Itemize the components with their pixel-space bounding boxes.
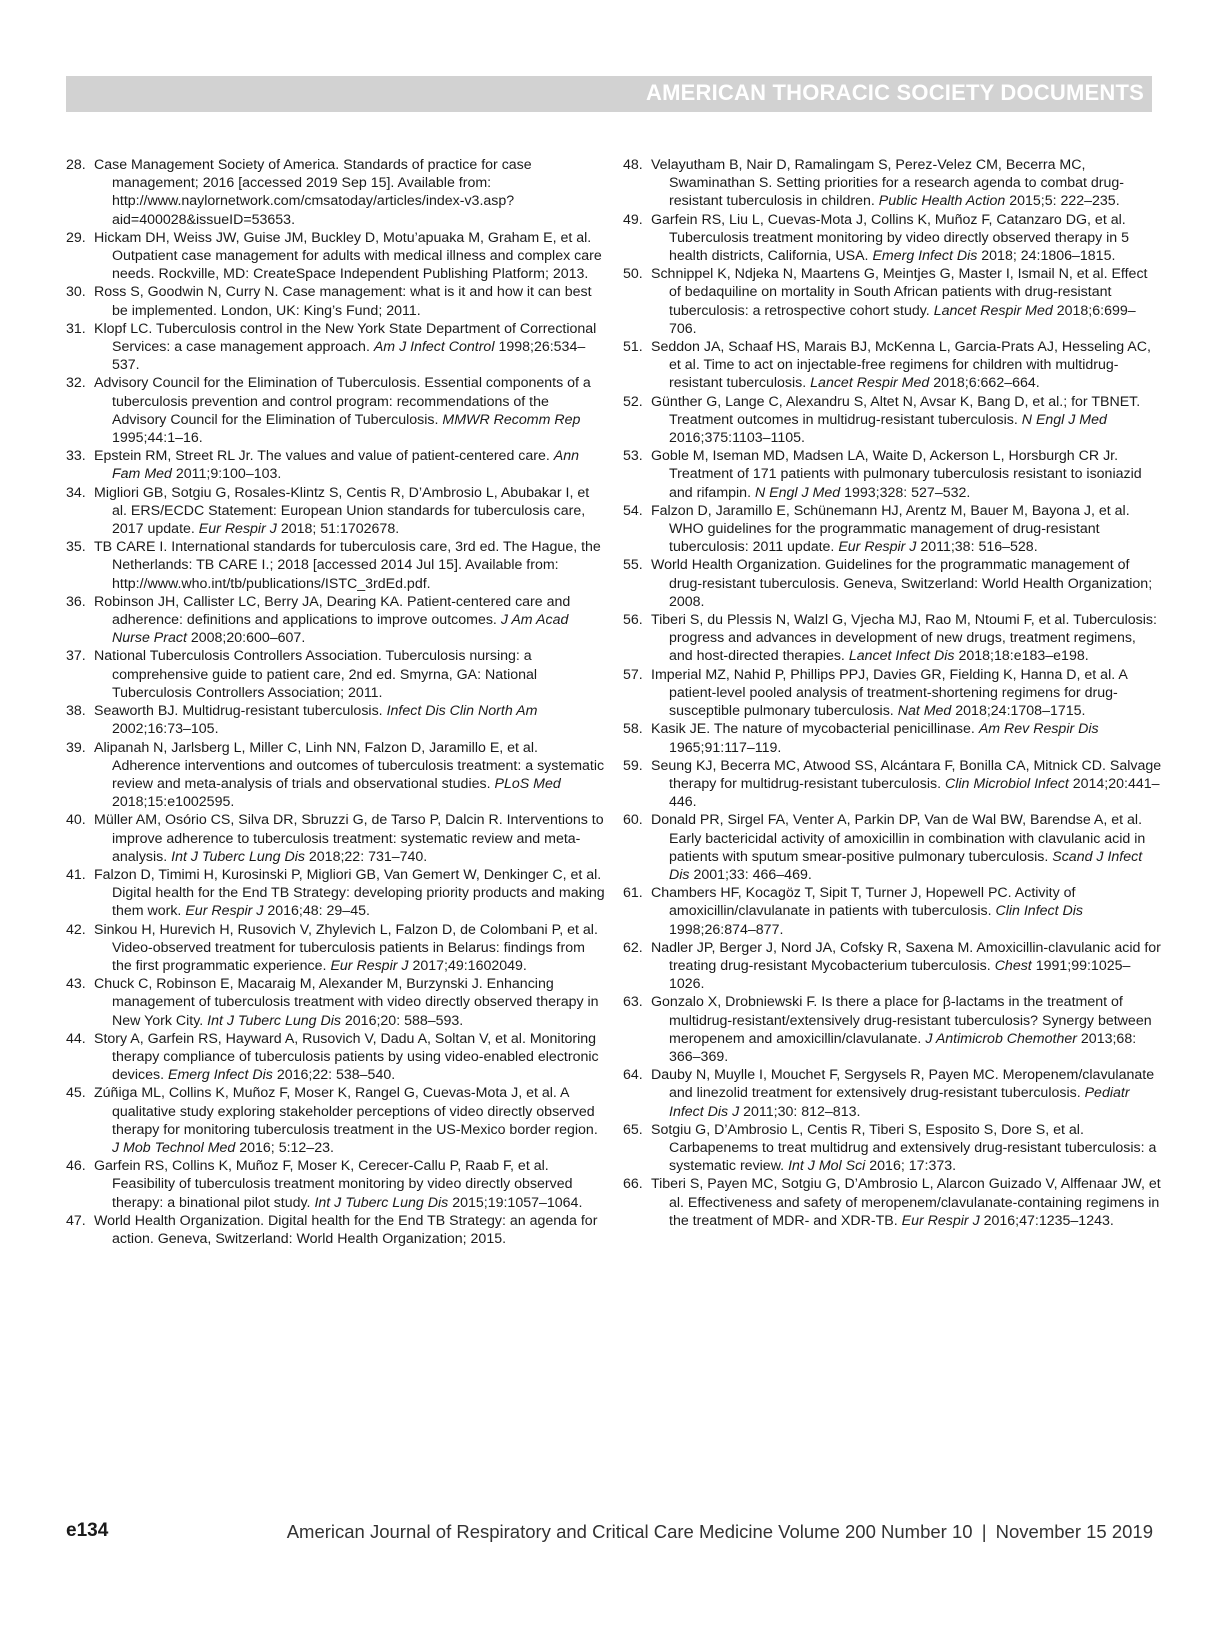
reference-citation: 2016;20: 588–593. <box>344 1012 464 1029</box>
reference-journal: Int J Tuberc Lung Dis <box>207 1012 341 1029</box>
reference-citation: 2016;47:1235–1243. <box>983 1212 1114 1229</box>
reference-text: Case Management Society of America. Standards of practice for case management; 2016 [accessed 2019 Sep 15]. Available from: http://www.naylornetwork.com/cmsatoday/articles/index-v3.asp?aid=400028&issueID=53653. <box>94 157 532 228</box>
reference-text: Story A, Garfein RS, Hayward A, Rusovich V, Dadu A, Soltan V, et al. Monitoring therapy compliance of tuberculosis patients by using video-enabled electronic devices. <box>94 1030 599 1084</box>
reference-item <box>623 1066 1163 1121</box>
reference-citation: 1993;328: 527–532. <box>844 484 971 501</box>
reference-text: Gonzalo X, Drobniewski F. Is there a place for β-lactams in the treatment of multidrug-resistant/extensively drug-resistant tuberculosis? Synergy between meropenem and amoxicillin/clavulanate. <box>651 994 1152 1047</box>
issue-date: November 15 2019 <box>995 1521 1153 1542</box>
reference-text: Falzon D, Jaramillo E, Schünemann HJ, Arentz M, Bauer M, Bayona J, et al. WHO guidelines for the programmatic management of drug-resistant tuberculosis: 2011 update. <box>651 502 1130 556</box>
reference-item <box>623 993 1163 1066</box>
reference-citation: 2011;38: 516–528. <box>920 539 1038 556</box>
reference-number: 35. <box>66 539 86 556</box>
reference-number: 39. <box>66 739 86 756</box>
reference-citation: 1991;99:1025–1026. <box>669 957 1131 993</box>
reference-journal: Am Rev Respir Dis <box>978 721 1099 738</box>
reference-number: 48. <box>623 157 643 173</box>
reference-item <box>623 939 1163 994</box>
reference-text: Seaworth BJ. Multidrug-resistant tuberculosis. <box>94 703 383 720</box>
reference-item <box>66 229 606 284</box>
page-number: e134 <box>66 1520 109 1541</box>
reference-journal: Eur Respir J <box>838 539 917 556</box>
reference-item <box>66 702 606 738</box>
reference-number: 28. <box>66 157 86 173</box>
reference-citation: 2016;48: 29–45. <box>267 903 370 920</box>
reference-text: Epstein RM, Street RL Jr. The values and value of patient-centered care. <box>94 448 550 465</box>
reference-item <box>66 484 606 539</box>
reference-item <box>66 1030 606 1085</box>
reference-number: 41. <box>66 866 86 883</box>
reference-item <box>623 720 1163 756</box>
reference-number: 29. <box>66 229 86 246</box>
reference-number: 47. <box>66 1212 86 1229</box>
reference-journal: PLoS Med <box>494 775 561 792</box>
reference-number: 43. <box>66 976 86 993</box>
reference-item <box>623 338 1163 393</box>
reference-item <box>66 538 606 593</box>
reference-number: 55. <box>623 557 643 574</box>
reference-item <box>623 811 1163 884</box>
reference-text: World Health Organization. Guidelines for the programmatic management of drug-resistant tuberculosis. Geneva, Switzerland: World Health Organization; 2008. <box>651 557 1153 610</box>
reference-text: Schnippel K, Ndjeka N, Maartens G, Meintjes G, Master I, Ismail N, et al. Effect of bedaquiline on mortality in South African patients with drug-resistant tuberculosis: a retrospective cohort study. <box>651 266 1148 319</box>
reference-journal: N Engl J Med <box>754 484 841 501</box>
reference-item <box>66 975 606 1030</box>
reference-text: Garfein RS, Collins K, Muñoz F, Moser K, Cerecer-Callu P, Raab F, et al. Feasibility of tuberculosis treatment monitoring by video directly observed therapy: a binational pilot study. <box>94 1158 573 1211</box>
reference-citation: 2001;33: 466–469. <box>693 866 812 883</box>
references-right-column <box>623 156 1163 1230</box>
reference-text: World Health Organization. Digital health for the End TB Strategy: an agenda for action. Geneva, Switzerland: World Health Organization; 2015. <box>94 1212 598 1247</box>
reference-text: Robinson JH, Callister LC, Berry JA, Dearing KA. Patient-centered care and adherence: definitions and applications to improve outcomes. <box>94 593 571 629</box>
reference-item <box>66 811 606 866</box>
reference-journal: Emerg Infect Dis <box>872 248 978 265</box>
banner-title: AMERICAN THORACIC SOCIETY DOCUMENTS <box>646 80 1144 105</box>
reference-citation: 2016;375:1103–1105. <box>669 430 805 447</box>
reference-citation: 2017;49:1602049. <box>412 957 527 974</box>
reference-citation: 2018;18:e183–e198. <box>958 648 1089 665</box>
reference-number: 42. <box>66 921 86 938</box>
reference-number: 44. <box>66 1030 86 1047</box>
reference-item <box>623 156 1163 211</box>
reference-text: Garfein RS, Liu L, Cuevas-Mota J, Collins K, Muñoz F, Catanzaro DG, et al. Tuberculosis treatment monitoring by video directly observed therapy in 5 health districts, California, USA. <box>651 211 1130 265</box>
reference-text: Falzon D, Timimi H, Kurosinski P, Migliori GB, Van Gemert W, Denkinger C, et al. Digital health for the End TB Strategy: developing priority products and making them work. <box>94 866 605 920</box>
reference-item <box>66 320 606 375</box>
reference-text: Zúñiga ML, Collins K, Muñoz F, Moser K, Rangel G, Cuevas-Mota J, et al. A qualitative study exploring stakeholder perceptions of video directly observed therapy for monitoring tuberculosis treatment in the US-Mexico border region. <box>94 1085 598 1138</box>
reference-number: 52. <box>623 393 643 410</box>
reference-citation: 2018; 51:1702678. <box>280 521 400 538</box>
reference-text: TB CARE I. International standards for tuberculosis care, 3rd ed. The Hague, the Netherlands: TB CARE I.; 2018 [accessed 2014 Jul 15]. Available from: http://www.who.int/tb/publications/ISTC_3rdEd.pdf. <box>94 539 601 592</box>
reference-number: 45. <box>66 1085 86 1102</box>
reference-journal: Eur Respir J <box>185 903 264 920</box>
reference-text: Velayutham B, Nair D, Ramalingam S, Perez-Velez CM, Becerra MC, Swaminathan S. Setting priorities for a research agenda to combat drug-resistant tuberculosis in children. <box>651 157 1125 210</box>
reference-text: Chuck C, Robinson E, Macaraig M, Alexander M, Burzynski J. Enhancing management of tuberculosis treatment with video directly observed therapy in New York City. <box>94 976 599 1029</box>
reference-text: Sinkou H, Hurevich H, Rusovich V, Zhylevich L, Falzon D, de Colombani P, et al. Video-observed treatment for tuberculosis patients in Belarus: findings from the first programmatic experience. <box>94 921 598 974</box>
reference-text: Günther G, Lange C, Alexandru S, Altet N, Avsar K, Bang D, et al.; for TBNET. Treatment outcomes in multidrug-resistant tuberculosis. <box>651 393 1141 428</box>
reference-number: 57. <box>623 666 643 683</box>
reference-number: 60. <box>623 812 643 829</box>
reference-text: Seung KJ, Becerra MC, Atwood SS, Alcántara F, Bonilla CA, Mitnick CD. Salvage therapy for multidrug-resistant tuberculosis. <box>651 757 1162 792</box>
reference-item <box>623 1121 1163 1176</box>
reference-citation: 2011;9:100–103. <box>175 466 282 483</box>
reference-item <box>623 265 1163 338</box>
reference-item <box>66 156 606 229</box>
header-banner <box>66 76 1152 112</box>
footer-separator: | <box>981 1521 987 1542</box>
reference-journal: J Mob Technol Med <box>112 1139 236 1156</box>
reference-item <box>623 666 1163 721</box>
reference-number: 34. <box>66 484 86 501</box>
reference-number: 38. <box>66 703 86 720</box>
reference-number: 33. <box>66 448 86 465</box>
reference-journal: Eur Respir J <box>901 1212 980 1229</box>
reference-text: Klopf LC. Tuberculosis control in the New York State Department of Correctional Services: a case management approach. <box>94 320 597 356</box>
reference-item <box>66 866 606 921</box>
reference-journal: J Am Acad Nurse Pract <box>112 612 569 647</box>
reference-citation: 2008;20:600–607. <box>190 630 306 647</box>
reference-journal: Int J Mol Sci <box>788 1158 866 1175</box>
reference-journal: Eur Respir J <box>198 521 277 538</box>
reference-number: 31. <box>66 320 86 337</box>
reference-item <box>623 502 1163 557</box>
reference-citation: 2018;6:699–706. <box>669 302 1136 337</box>
reference-number: 46. <box>66 1158 86 1175</box>
reference-citation: 2018;24:1708–1715. <box>955 703 1086 720</box>
reference-citation: 2016;22: 538–540. <box>276 1067 396 1084</box>
reference-citation: 2016; 5:12–23. <box>239 1139 334 1156</box>
reference-item <box>623 211 1163 266</box>
reference-journal: Clin Microbiol Infect <box>945 775 1069 792</box>
reference-journal: N Engl J Med <box>1021 411 1107 428</box>
reference-journal: Ann Fam Med <box>112 448 580 483</box>
reference-number: 50. <box>623 266 643 283</box>
reference-text: Alipanah N, Jarlsberg L, Miller C, Linh NN, Falzon D, Jaramillo E, et al. Adherence interventions and outcomes of tuberculosis treatment: a systematic review and meta-analysis of trials and observational studies. <box>94 739 605 792</box>
reference-journal: Lancet Infect Dis <box>848 648 955 665</box>
reference-text: Imperial MZ, Nahid P, Phillips PPJ, Davies GR, Fielding K, Hanna D, et al. A patient-level pooled analysis of treatment-shortening regimens for drug-susceptible pulmonary tuberculosis. <box>651 666 1128 720</box>
reference-item <box>623 447 1163 502</box>
reference-number: 56. <box>623 612 643 629</box>
reference-item <box>66 647 606 702</box>
reference-citation: 2014;20:441–446. <box>669 775 1160 811</box>
reference-journal: Public Health Action <box>878 193 1006 210</box>
reference-item <box>66 921 606 976</box>
reference-text: Tiberi S, du Plessis N, Walzl G, Vjecha MJ, Rao M, Ntoumi F, et al. Tuberculosis: progress and advances in development of new drugs, treatment regimens, and host-directed therapies. <box>651 612 1157 665</box>
reference-citation: 2018;15:e1002595. <box>112 794 235 811</box>
reference-item <box>66 374 606 447</box>
reference-citation: 2011;30: 812–813. <box>743 1103 861 1120</box>
reference-text: Nadler JP, Berger J, Nord JA, Cofsky R, Saxena M. Amoxicillin-clavulanic acid for treating drug-resistant Mycobacterium tuberculosis. <box>651 939 1161 974</box>
reference-number: 36. <box>66 593 86 610</box>
reference-citation: 2015;19:1057–1064. <box>452 1194 583 1211</box>
reference-number: 49. <box>623 211 643 228</box>
reference-number: 54. <box>623 502 643 519</box>
reference-item <box>66 739 606 812</box>
reference-citation: 1998;26:874–877. <box>669 921 784 938</box>
reference-number: 59. <box>623 757 643 774</box>
reference-citation: 1995;44:1–16. <box>112 430 203 447</box>
reference-number: 63. <box>623 994 643 1011</box>
reference-journal: Chest <box>994 957 1032 974</box>
reference-text: Dauby N, Muylle I, Mouchet F, Sergysels R, Payen MC. Meropenem/clavulanate and linezolid treatment for extensively drug-resistant tuberculosis. <box>651 1067 1155 1102</box>
reference-citation: 2018; 24:1806–1815. <box>981 248 1116 265</box>
reference-citation: 2015;5: 222–235. <box>1009 193 1120 210</box>
reference-text: Migliori GB, Sotgiu G, Rosales-Klintz S, Centis R, D’Ambrosio L, Abubakar I, et al. ERS/ECDC Statement: European Union standards for tuberculosis care, 2017 update. <box>94 484 590 538</box>
reference-text: Seddon JA, Schaaf HS, Marais BJ, McKenna L, Garcia-Prats AJ, Hesseling AC, et al. Time to act on injectable-free regimens for children with multidrug-resistant tuberculosis. <box>651 339 1151 392</box>
reference-journal: Infect Dis Clin North Am <box>386 703 538 720</box>
reference-journal: Nat Med <box>897 703 952 720</box>
reference-number: 40. <box>66 812 86 829</box>
reference-journal: Int J Tuberc Lung Dis <box>314 1194 449 1211</box>
reference-text: Goble M, Iseman MD, Madsen LA, Waite D, Ackerson L, Horsburgh CR Jr. Treatment of 171 patients with pulmonary tuberculosis resistant to isoniazid and rifampin. <box>651 448 1142 501</box>
reference-item <box>623 556 1163 611</box>
reference-number: 32. <box>66 375 86 392</box>
reference-text: Ross S, Goodwin N, Curry N. Case management: what is it and how it can best be implemented. London, UK: King’s Fund; 2011. <box>94 284 592 319</box>
reference-number: 58. <box>623 721 643 738</box>
reference-journal: J Antimicrob Chemother <box>925 1030 1077 1047</box>
reference-number: 37. <box>66 648 86 665</box>
reference-text: Tiberi S, Payen MC, Sotgiu G, D’Ambrosio L, Alarcon Guizado V, Alffenaar JW, et al. Effectiveness and safety of meropenem/clavulanate-containing regimens in the treatment of MDR- and XDR-TB. <box>651 1176 1161 1229</box>
reference-journal: Am J Infect Control <box>373 339 495 356</box>
journal-name: American Journal of Respiratory and Critical Care Medicine Volume 200 Number 10 <box>286 1521 973 1542</box>
reference-citation: 1965;91:117–119. <box>669 739 782 756</box>
reference-item <box>66 283 606 319</box>
reference-item <box>623 884 1163 939</box>
reference-number: 65. <box>623 1121 643 1138</box>
reference-number: 51. <box>623 339 643 356</box>
reference-journal: Clin Infect Dis <box>995 903 1083 920</box>
references-left-column <box>66 156 606 1248</box>
reference-journal: Emerg Infect Dis <box>168 1067 273 1084</box>
reference-number: 61. <box>623 885 643 902</box>
reference-item <box>623 393 1163 448</box>
reference-item <box>66 593 606 648</box>
reference-journal: Int J Tuberc Lung Dis <box>171 848 305 865</box>
reference-journal: MMWR Recomm Rep <box>442 411 581 428</box>
reference-journal: Lancet Respir Med <box>933 302 1053 319</box>
reference-text: Sotgiu G, D’Ambrosio L, Centis R, Tiberi S, Esposito S, Dore S, et al. Carbapenems to treat multidrug and extensively drug-resistant tuberculosis: a systematic review. <box>651 1121 1157 1175</box>
reference-citation: 1998;26:534–537. <box>112 339 586 374</box>
reference-text: Hickam DH, Weiss JW, Guise JM, Buckley D, Motu’apuaka M, Graham E, et al. Outpatient case management for adults with medical illness and complex care needs. Rockville, MD: CreateSpace Independent Publishing Platform; 2013. <box>94 229 602 283</box>
reference-journal: Eur Respir J <box>330 957 409 974</box>
reference-item <box>66 1212 606 1248</box>
reference-number: 30. <box>66 284 86 301</box>
reference-citation: 2013;68: 366–369. <box>669 1030 1137 1065</box>
reference-item <box>66 1084 606 1157</box>
reference-text: National Tuberculosis Controllers Association. Tuberculosis nursing: a comprehensive guide to patient care, 2nd ed. Smyrna, GA: National Tuberculosis Controllers Association; 2011. <box>94 648 538 701</box>
reference-citation: 2018;6:662–664. <box>933 375 1040 392</box>
reference-item <box>623 1175 1163 1230</box>
reference-text: Donald PR, Sirgel FA, Venter A, Parkin DP, Van de Wal BW, Barendse A, et al. Early bactericidal activity of amoxicillin in combination with clavulanic acid in patients with sputum smear-positive pulmonary tuberculosis. <box>651 812 1146 865</box>
reference-number: 53. <box>623 448 643 465</box>
reference-item <box>623 757 1163 812</box>
footer-citation <box>287 1521 1153 1543</box>
reference-citation: 2018;22: 731–740. <box>308 848 428 865</box>
reference-text: Chambers HF, Kocagöz T, Sipit T, Turner J, Hopewell PC. Activity of amoxicillin/clavulanate in patients with tuberculosis. <box>651 885 1076 920</box>
reference-journal: Pediatr Infect Dis J <box>669 1085 1130 1120</box>
reference-citation: 2002;16:73–105. <box>112 721 219 738</box>
reference-journal: Lancet Respir Med <box>810 375 930 392</box>
reference-text: Kasik JE. The nature of mycobacterial penicillinase. <box>651 721 975 738</box>
reference-item <box>623 611 1163 666</box>
reference-text: Müller AM, Osório CS, Silva DR, Sbruzzi G, de Tarso P, Dalcin R. Interventions to improve adherence to tuberculosis treatment: systematic review and meta-analysis. <box>94 812 604 865</box>
reference-journal: Scand J Infect Dis <box>669 848 1143 883</box>
reference-number: 66. <box>623 1176 643 1193</box>
reference-text: Advisory Council for the Elimination of Tuberculosis. Essential components of a tuberculosis prevention and control program: recommendations of the Advisory Council for the Elimination of Tuberculosis. <box>94 375 591 428</box>
reference-item <box>66 447 606 483</box>
reference-citation: 2016; 17:373. <box>869 1158 957 1175</box>
reference-number: 64. <box>623 1067 643 1084</box>
reference-item <box>66 1157 606 1212</box>
reference-number: 62. <box>623 939 643 956</box>
